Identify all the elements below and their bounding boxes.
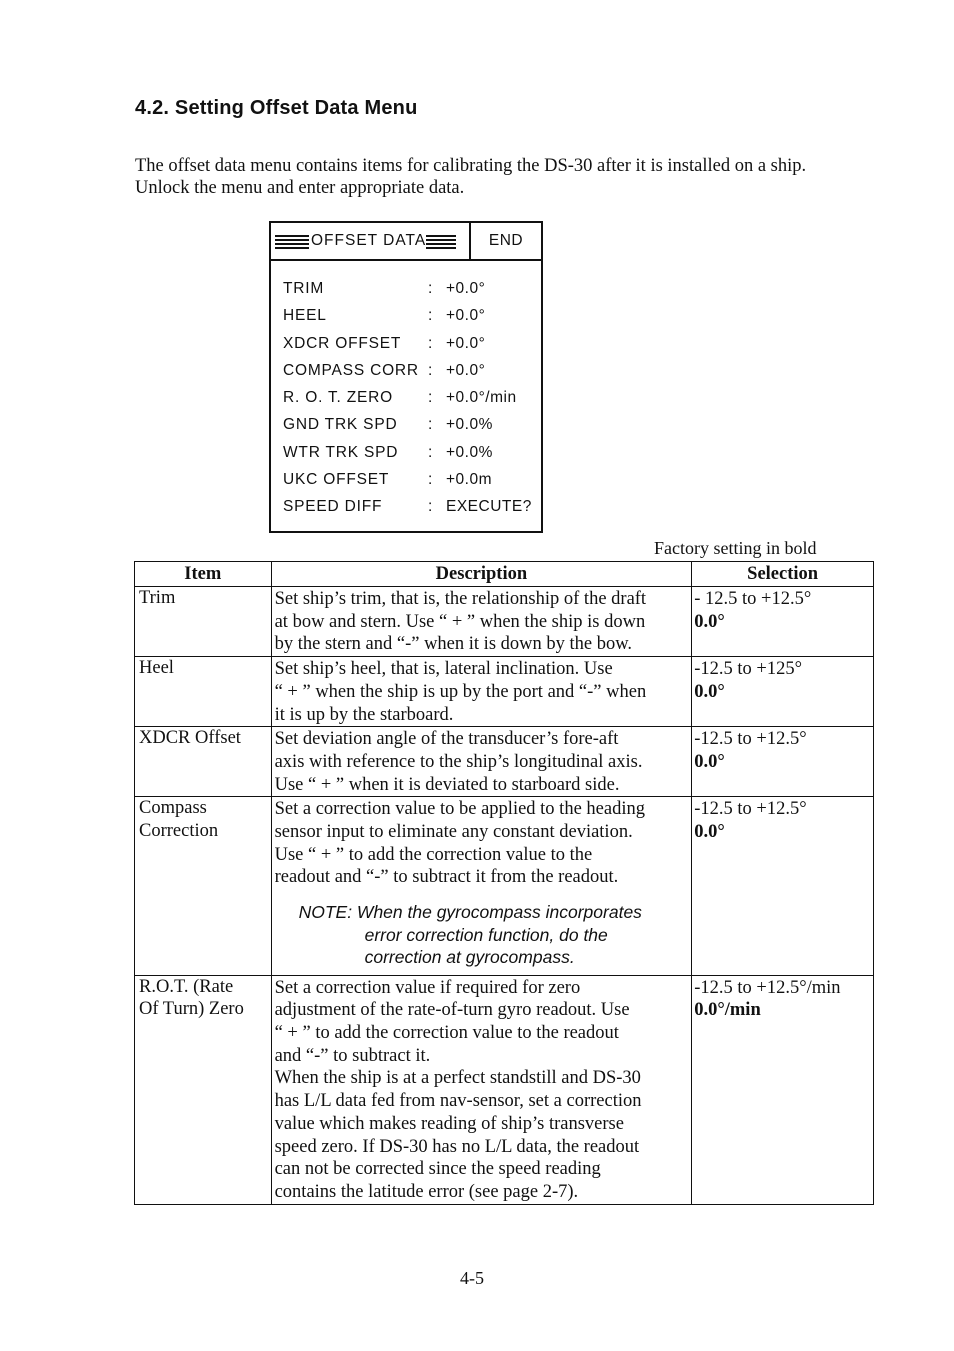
description-line: When the ship is at a perfect standstill and DS-30 (274, 1068, 641, 1089)
item-cell (135, 727, 272, 797)
description-line: at bow and stern. Use “ + ” when the ship is down (274, 611, 646, 632)
item-name-line: Heel (139, 658, 174, 679)
menu-row-colon: : (428, 307, 433, 325)
menu-row-value: +0.0m (446, 471, 493, 489)
selection-range: -12.5 to +12.5°/min (694, 977, 841, 998)
menu-title: OFFSET DATA (311, 232, 427, 249)
menu-row-colon: : (428, 471, 433, 489)
menu-row-value: +0.0° (446, 280, 486, 297)
factory-default: 0.0°/min (694, 1000, 761, 1021)
note-line: error correction function, do the (364, 924, 608, 945)
menu-row-label: TRIM (283, 280, 325, 297)
title-bars-right-icon (426, 231, 456, 251)
header-description: Description (271, 562, 692, 587)
menu-row-value: +0.0% (446, 443, 493, 461)
description-line: it is up by the starboard. (274, 704, 454, 725)
selection-cell (692, 587, 874, 657)
intro-line: Unlock the menu and enter appropriate data. (135, 178, 465, 198)
description-cell (271, 797, 692, 975)
menu-row-label: GND TRK SPD (283, 416, 398, 434)
selection-range: -12.5 to +125° (694, 659, 802, 680)
table-row (135, 587, 874, 657)
table-header-row (135, 562, 874, 587)
menu-row (271, 330, 541, 357)
menu-title-cell (271, 223, 471, 259)
description-line: and “-” to subtract it. (274, 1045, 431, 1066)
table-row (135, 797, 874, 975)
description-line: contains the latitude error (see page 2-7). (274, 1181, 579, 1202)
description-cell (271, 975, 692, 1204)
menu-row-label: SPEED DIFF (283, 498, 383, 516)
item-name-line: Trim (139, 588, 176, 608)
item-name-line: Compass (139, 798, 207, 819)
menu-row (271, 302, 541, 329)
menu-row (271, 466, 541, 493)
description-line: by the stern and “-” when it is down by the bow. (274, 634, 633, 655)
table-row (135, 975, 874, 1204)
table-row (135, 657, 874, 727)
description-line: has L/L data fed from nav-sensor, set a correction (274, 1091, 642, 1112)
menu-row-value: +0.0° (446, 307, 486, 325)
menu-row-label: HEEL (283, 307, 327, 325)
note-block (299, 901, 689, 969)
page-number: 4-5 (460, 1268, 484, 1288)
description-line: Set ship’s trim, that is, the relationship of the draft (274, 589, 647, 609)
table-row (135, 727, 874, 797)
menu-row-label: UKC OFFSET (283, 471, 390, 489)
menu-row-value: +0.0° (446, 334, 486, 352)
menu-row (271, 411, 541, 438)
menu-row-value: +0.0% (446, 416, 493, 434)
menu-end-option: END (488, 232, 524, 249)
menu-row-colon: : (428, 389, 433, 407)
description-cell (271, 727, 692, 797)
item-name-line: R.O.T. (Rate (139, 976, 234, 997)
menu-row-colon: : (428, 334, 433, 352)
note-line: NOTE: When the gyrocompass incorporates (298, 902, 642, 923)
description-cell (271, 587, 692, 657)
selection-range: - 12.5 to +12.5° (694, 589, 812, 609)
intro-line: The offset data menu contains items for calibrating the DS-30 after it is installed on a ship. (135, 156, 807, 176)
description-line: Set deviation angle of the transducer’s fore-aft (274, 729, 619, 750)
description-line: speed zero. If DS-30 has no L/L data, the readout (274, 1136, 640, 1157)
selection-cell (692, 797, 874, 975)
item-cell (135, 587, 272, 657)
item-cell (135, 657, 272, 727)
description-line: Use “ + ” to add the correction value to the (274, 844, 593, 865)
item-name-line: XDCR Offset (139, 728, 241, 749)
note-line: correction at gyrocompass. (364, 947, 575, 968)
menu-row-label: R. O. T. ZERO (283, 389, 394, 407)
offset-data-table (134, 561, 874, 1205)
description-line: “ + ” when the ship is up by the port and “-” when (274, 681, 647, 702)
menu-row-colon: : (428, 443, 433, 461)
menu-row-label: COMPASS CORR (283, 361, 419, 379)
selection-cell (692, 657, 874, 727)
factory-default: 0.0° (694, 751, 725, 772)
selection-cell (692, 975, 874, 1204)
menu-row-colon: : (428, 498, 433, 516)
menu-row-colon: : (428, 280, 433, 297)
table-body (135, 587, 874, 1205)
header-item: Item (135, 562, 272, 587)
selection-cell (692, 727, 874, 797)
title-bars-left-icon (275, 231, 309, 251)
item-cell (135, 797, 272, 975)
menu-row-value: +0.0° (446, 361, 486, 379)
description-line: sensor input to eliminate any constant deviation. (274, 822, 633, 843)
menu-row (271, 357, 541, 384)
menu-row-colon: : (428, 416, 433, 434)
description-line: can not be corrected since the speed reading (274, 1159, 601, 1180)
description-line: “ + ” to add the correction value to the readout (274, 1023, 619, 1044)
description-line: adjustment of the rate-of-turn gyro readout. Use (274, 1000, 630, 1021)
factory-default: 0.0° (694, 822, 725, 843)
description-line: axis with reference to the ship’s longitudinal axis. (274, 751, 643, 772)
menu-row-label: WTR TRK SPD (283, 443, 399, 461)
menu-row (271, 384, 541, 411)
selection-range: -12.5 to +12.5° (694, 799, 807, 820)
description-line: Set a correction value to be applied to the heading (274, 799, 645, 820)
menu-row-label: XDCR OFFSET (283, 334, 402, 352)
menu-row (271, 439, 541, 466)
description-line: Use “ + ” when it is deviated to starboard side. (274, 774, 620, 795)
menu-items (271, 261, 541, 521)
menu-header (271, 223, 541, 261)
intro-paragraph (135, 155, 895, 199)
menu-row-colon: : (428, 361, 433, 379)
factory-default: 0.0° (694, 611, 725, 632)
item-name-line: Of Turn) Zero (139, 999, 244, 1020)
description-line: Set ship’s heel, that is, lateral inclination. Use (274, 659, 613, 680)
item-cell (135, 975, 272, 1204)
menu-row (271, 275, 541, 302)
menu-row-value: EXECUTE? (446, 498, 532, 516)
factory-default: 0.0° (694, 681, 725, 702)
header-selection: Selection (692, 562, 874, 587)
factory-setting-note: Factory setting in bold (654, 538, 817, 558)
section-heading: 4.2. Setting Offset Data Menu (135, 97, 418, 119)
menu-row (271, 493, 541, 520)
description-line: Set a correction value if required for zero (274, 977, 581, 998)
description-line: value which makes reading of ship’s transverse (274, 1113, 624, 1134)
selection-range: -12.5 to +12.5° (694, 729, 807, 750)
offset-data-menu-screen (269, 221, 543, 533)
description-line: readout and “-” to subtract it from the readout. (274, 867, 619, 888)
item-name-line: Correction (139, 821, 219, 842)
menu-row-value: +0.0°/min (446, 389, 517, 407)
description-cell (271, 657, 692, 727)
